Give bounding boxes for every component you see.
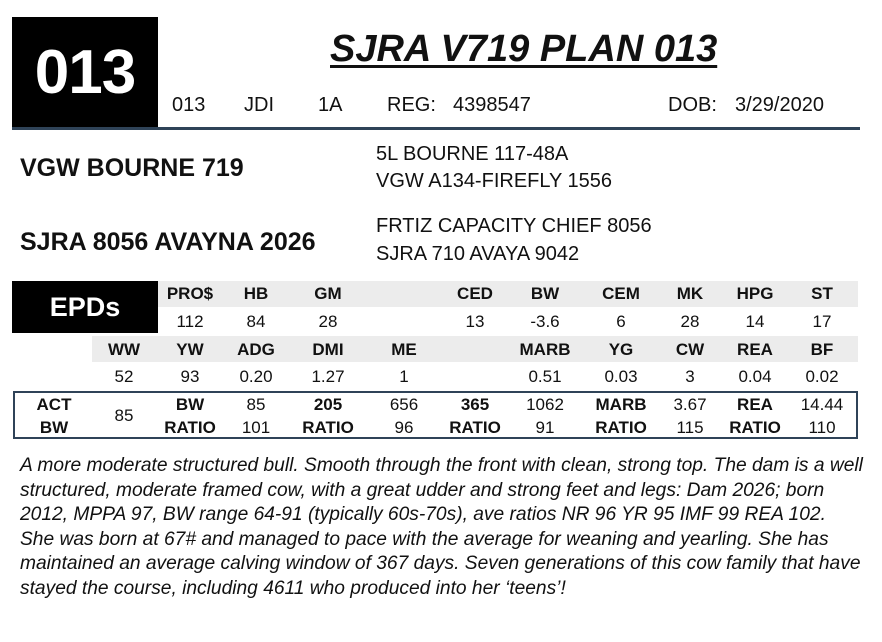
epd-header: ADG xyxy=(237,340,275,359)
ratio-value: 91 xyxy=(535,418,555,437)
epd-header: PRO$ xyxy=(166,284,214,303)
epd-header: ST xyxy=(811,284,833,303)
epd-value: 14 xyxy=(745,312,765,331)
tattoo: 013 xyxy=(172,94,206,116)
epd-value: 13 xyxy=(465,312,485,331)
epd-value: 17 xyxy=(812,312,832,331)
epd-value: 0.03 xyxy=(604,367,638,386)
epd-header: YW xyxy=(176,340,204,359)
epd-value: 3 xyxy=(685,367,695,386)
epd-value: 28 xyxy=(680,312,700,331)
ratio-value: 85 xyxy=(246,395,266,414)
epd-header: ME xyxy=(391,340,417,359)
dam-sire: FRTIZ CAPACITY CHIEF 8056 xyxy=(376,215,652,237)
epd-value: 28 xyxy=(318,312,338,331)
ratio-value: 1062 xyxy=(526,395,564,414)
reg-label: REG: xyxy=(387,94,436,116)
ratio-label: BW xyxy=(175,395,205,414)
dam-name: SJRA 8056 AVAYNA 2026 xyxy=(20,228,316,256)
epd-value: 84 xyxy=(246,312,266,331)
epd-header: YG xyxy=(608,340,634,359)
ratio-label: RATIO xyxy=(729,418,781,437)
epd-value: 112 xyxy=(176,312,204,331)
epd-value: 0.04 xyxy=(738,367,772,386)
epd-value: 0.02 xyxy=(805,367,839,386)
epd-header: CW xyxy=(675,340,705,359)
act-label: ACT xyxy=(36,395,72,414)
bw-label: BW xyxy=(39,418,69,437)
code: 1A xyxy=(318,94,343,116)
epd-value: 6 xyxy=(616,312,626,331)
epd-value: 1 xyxy=(399,367,409,386)
epd-header: MK xyxy=(676,284,704,303)
sire-name: VGW BOURNE 719 xyxy=(20,154,244,182)
epd-header: MARB xyxy=(519,340,571,359)
lot-number: 013 xyxy=(34,38,136,107)
ratio-label: 365 xyxy=(460,395,490,414)
dob-label: DOB: xyxy=(668,94,717,116)
animal-title: SJRA V719 PLAN 013 xyxy=(330,28,718,70)
actual-birth-weight: 85 xyxy=(114,406,134,425)
ratio-label: RATIO xyxy=(164,418,216,437)
epd-label: EPDs xyxy=(49,292,121,322)
date-of-birth: 3/29/2020 xyxy=(735,94,824,116)
epd-value: -3.6 xyxy=(530,312,560,331)
animal-description: A more moderate structured bull. Smooth through the front with clean, strong top. The dam is a well structured, moderate framed cow, with a great udder and strong feet and legs: Dam 2026; born 2012, MPPA 97, BW range 64-91 (typically 60s-70s), ave ratios NR 96 YR 95 IMF 99 REA 102. She was born at 67# and managed to pace with the average for weaning and yearling. She has maintained an average calving window of 367 days. Seven generations of this cow family that have stayed the course, including 4611 who produced into her ‘teens’! xyxy=(20,455,863,599)
ratio-label: RATIO xyxy=(595,418,647,437)
ratio-value: 656 xyxy=(389,395,419,414)
ratio-label: REA xyxy=(737,395,773,414)
epd-header: CED xyxy=(457,284,493,303)
epd-header: DMI xyxy=(312,340,344,359)
registration-number: 4398547 xyxy=(453,94,531,116)
ratio-label: RATIO xyxy=(302,418,354,437)
epd-header: REA xyxy=(737,340,773,359)
epd-value: 1.27 xyxy=(311,367,345,386)
ratio-label: MARB xyxy=(595,395,647,414)
ratio-value: 115 xyxy=(676,418,704,437)
ratio-label: RATIO xyxy=(449,418,501,437)
ratio-label: 205 xyxy=(313,395,343,414)
sire-dam: VGW A134-FIREFLY 1556 xyxy=(376,170,613,192)
ratio-value: 101 xyxy=(241,418,271,437)
epd-value: 93 xyxy=(180,367,200,386)
epd-value: 0.20 xyxy=(239,367,273,386)
ratio-value: 110 xyxy=(808,418,836,437)
header-divider xyxy=(12,127,860,130)
epd-value: 0.51 xyxy=(528,367,562,386)
dam-dam: SJRA 710 AVAYA 9042 xyxy=(376,243,580,265)
ratio-value: 14.44 xyxy=(800,395,844,414)
ratio-value: 3.67 xyxy=(673,395,707,414)
epd-header: WW xyxy=(107,340,141,359)
ratio-value: 96 xyxy=(394,418,414,437)
epd-header: CEM xyxy=(602,284,640,303)
epd-header: HB xyxy=(243,284,269,303)
epd-header: HPG xyxy=(736,284,774,303)
herd-prefix: JDI xyxy=(244,94,274,116)
epd-header: BF xyxy=(810,340,834,359)
sire-sire: 5L BOURNE 117-48A xyxy=(376,143,569,165)
epd-header: BW xyxy=(530,284,560,303)
epd-value: 52 xyxy=(114,367,134,386)
epd-header: GM xyxy=(314,284,342,303)
